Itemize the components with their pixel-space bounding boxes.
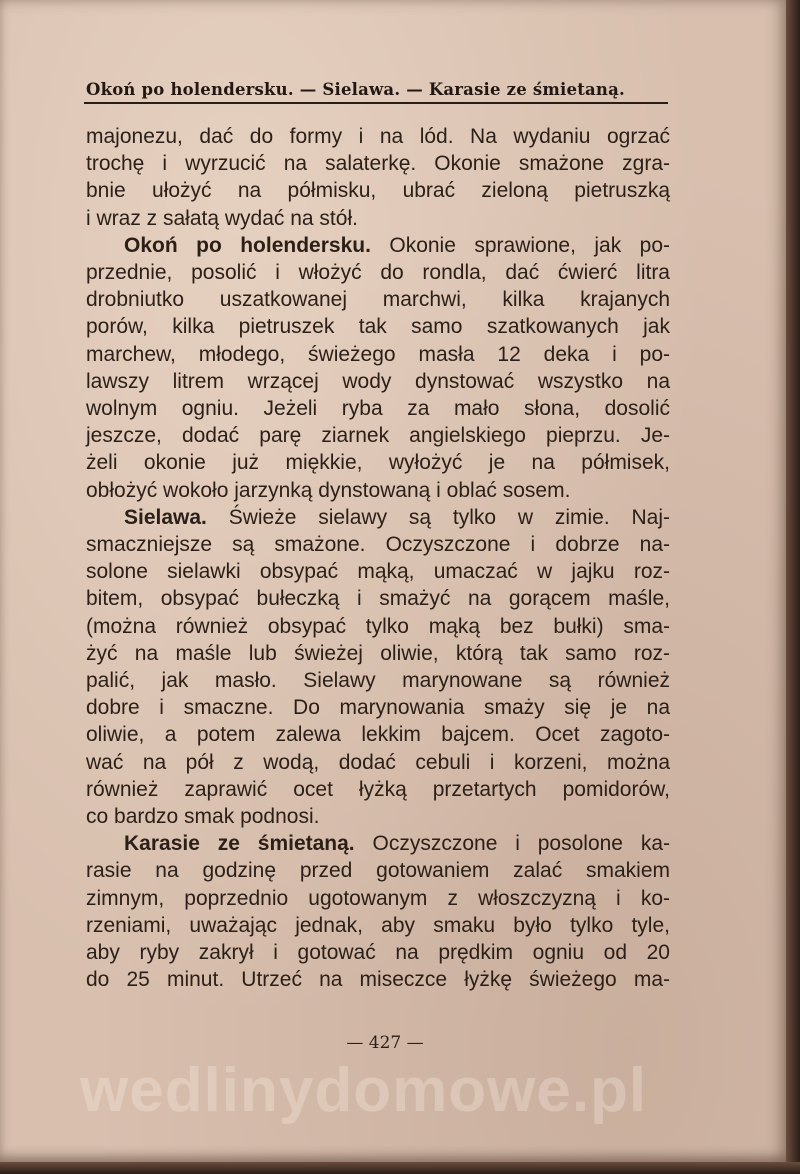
text-line (86, 857, 670, 884)
line-text: również zaprawić ocet łyżką przetartych pomidorów, (86, 777, 670, 801)
text-line (86, 694, 670, 721)
text-line (86, 232, 670, 259)
text-line (86, 422, 670, 449)
section-heading: Karasie ze śmietaną. (124, 832, 355, 856)
book-spine-edge (786, 0, 800, 1174)
line-text: palić, jak masło. Sielawy marynowane są również (86, 669, 670, 693)
line-text: lawszy litrem wrzącej wody dynstować wszystko na (86, 369, 670, 393)
header-rule (84, 102, 668, 104)
line-text: przednie, posolić i włożyć do rondla, dać ćwierć litra (86, 261, 670, 285)
line-text: obłożyć wokoło jarzynką dynstowaną i oblać sosem. (86, 478, 571, 502)
running-header: Okoń po holendersku. — Sielawa. — Karasie ze śmietaną. (86, 80, 625, 99)
text-line (86, 749, 670, 776)
text-line (86, 613, 670, 640)
text-line (86, 313, 670, 340)
line-text: i wraz z sałatą wydać na stół. (86, 206, 358, 230)
text-line (86, 341, 670, 368)
text-line (86, 803, 670, 830)
line-text: bnie ułożyć na półmisku, ubrać zieloną pietruszką (86, 179, 670, 203)
book-bottom-edge (0, 1162, 800, 1174)
line-text: Świeże sielawy są tylko w zimie. Naj- (206, 505, 670, 529)
line-text: żeli okonie już miękkie, wyłożyć je na półmisek, (86, 451, 670, 475)
text-line (86, 368, 670, 395)
line-text: wać na pół z wodą, dodać cebuli i korzeni, można (86, 750, 670, 774)
page-number: — 427 — (346, 1033, 424, 1053)
text-line (86, 721, 670, 748)
text-line (86, 939, 670, 966)
watermark: wedlinydomowe.pl (80, 1056, 648, 1125)
line-text: bitem, obsypać bułeczką i smażyć na gorącem maśle, (86, 587, 670, 611)
text-line (86, 885, 670, 912)
line-text: marchew, młodego, świeżego masła 12 deka i po- (86, 342, 670, 366)
text-line (86, 286, 670, 313)
line-text: żyć na maśle lub świeżej oliwie, którą tak samo roz- (86, 641, 670, 665)
line-text: dobre i smaczne. Do marynowania smaży się je na (86, 696, 670, 720)
text-line (86, 123, 670, 150)
line-text: Oczyszczone i posolone ka- (354, 832, 670, 856)
line-text: rzeniami, uważając jednak, aby smaku było tylko tyle, (86, 913, 670, 937)
line-text: drobniutko uszatkowanej marchwi, kilka krajanych (86, 288, 670, 312)
line-text: do 25 minut. Utrzeć na miseczce łyżkę świeżego ma- (86, 968, 670, 992)
text-line (86, 667, 670, 694)
section-heading: Sielawa. (124, 505, 207, 529)
text-line (86, 830, 670, 857)
line-text: zimnym, poprzednio ugotowanym z włoszczyzną i ko- (86, 886, 670, 910)
line-text: jeszcze, dodać parę ziarnek angielskiego pieprzu. Je- (86, 424, 670, 448)
line-text: trochę i wyrzucić na salaterkę. Okonie smażone zgra- (86, 152, 670, 176)
text-line (86, 395, 670, 422)
line-text: solone sielawki obsypać mąką, umaczać w jajku roz- (86, 560, 670, 584)
body-text (86, 123, 670, 994)
line-text: Okonie sprawione, jak po- (370, 233, 670, 257)
text-line (86, 449, 670, 476)
text-line (86, 150, 670, 177)
line-text: smaczniejsze są smażone. Oczyszczone i dobrze na- (86, 533, 670, 557)
line-text: rasie na godzinę przed gotowaniem zalać smakiem (86, 859, 670, 883)
line-text: wolnym ogniu. Jeżeli ryba za mało słona, dosolić (86, 397, 670, 421)
line-text: porów, kilka pietruszek tak samo szatkowanych jak (86, 315, 670, 339)
text-line (86, 259, 670, 286)
text-line (86, 966, 670, 993)
text-line (86, 558, 670, 585)
line-text: majonezu, dać do formy i na lód. Na wydaniu ogrzać (86, 125, 670, 148)
text-line (86, 912, 670, 939)
text-line (86, 477, 670, 504)
text-line (86, 177, 670, 204)
text-line (86, 205, 670, 232)
line-text: aby ryby zakrył i gotować na prędkim ogniu od 20 (86, 941, 670, 965)
line-text: (można również obsypać tylko mąką bez bułki) sma- (86, 614, 670, 638)
line-text: oliwie, a potem zalewa lekkim bajcem. Ocet zagoto- (86, 723, 670, 747)
text-line (86, 585, 670, 612)
text-line (86, 504, 670, 531)
line-text: co bardzo smak podnosi. (86, 805, 320, 829)
text-line (86, 640, 670, 667)
text-line (86, 776, 670, 803)
section-heading: Okoń po holendersku. (124, 233, 371, 257)
text-line (86, 531, 670, 558)
